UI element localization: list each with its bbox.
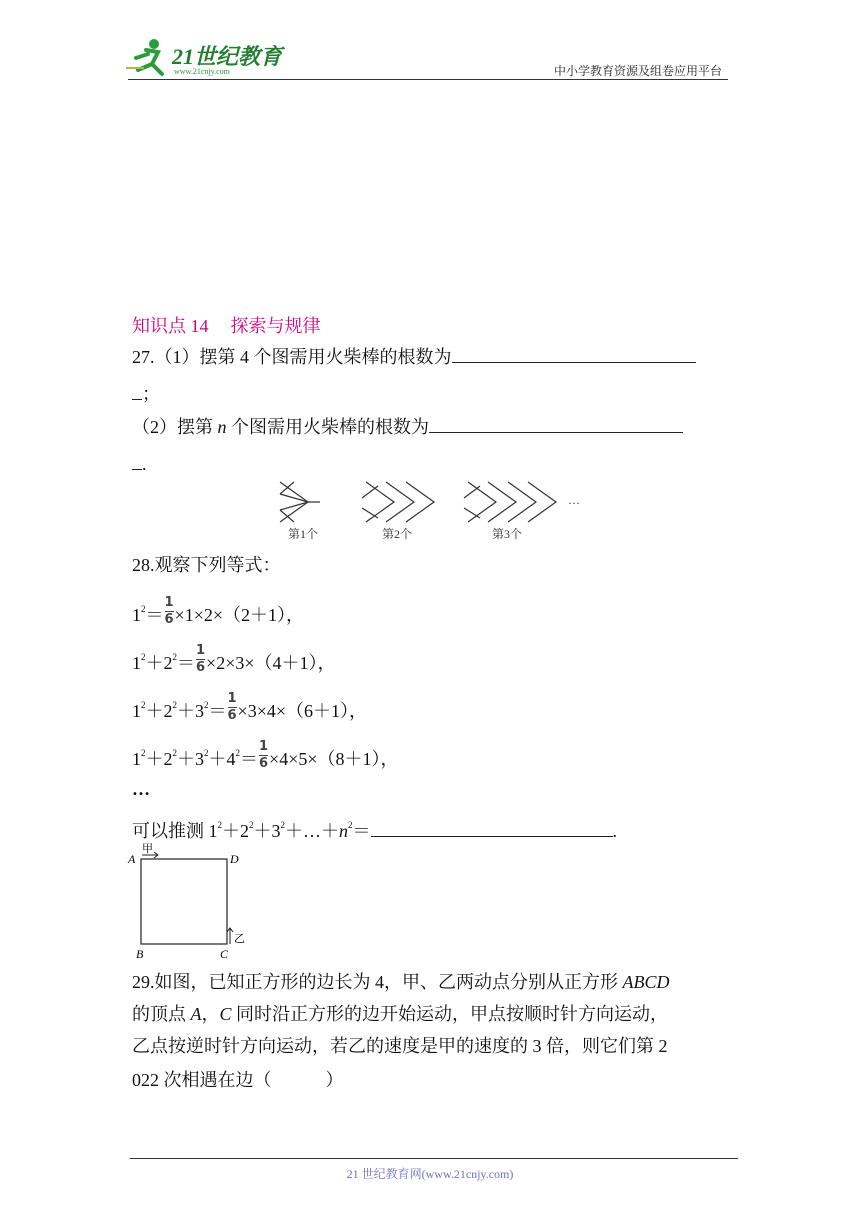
vertex-a: A [128, 852, 136, 866]
label-jia: 甲 [142, 843, 153, 855]
logo-text: 21世纪教育 [172, 44, 283, 69]
figure-ellipsis: … [568, 493, 580, 507]
q29-line4: 022 次相遇在边（ ） [132, 1070, 344, 1090]
section-heading [132, 312, 321, 338]
answer-blank-27-1[interactable] [452, 344, 696, 363]
vertex-c: C [220, 947, 229, 961]
q27-part2-end: . [142, 454, 147, 474]
answer-blank-27-2[interactable] [429, 414, 683, 433]
square-figure [126, 842, 256, 964]
header-divider [128, 79, 728, 80]
section-topic: 探索与规律 [230, 316, 321, 336]
label-yi: 乙 [234, 933, 245, 945]
q27-part2-text-b: 个图需用火柴棒的根数为 [226, 417, 429, 437]
var-n: n [217, 417, 227, 437]
q28-equation-4: $1^2+2^2+3^2+4^2=\frac{1}{6}\times 4\times 5\times(8+1)$， [132, 739, 399, 772]
answer-blank-28[interactable] [371, 818, 613, 837]
footer-text: 21 世纪教育网(www.21cnjy.com) [346, 1167, 514, 1181]
matchstick-pattern-2 [362, 482, 434, 522]
q27-part1 [132, 344, 696, 370]
q28-equation-2: $1^2+2^2=\frac{1}{6}\times 2\times 3\times(4+1)$， [132, 643, 336, 676]
vertex-b: B [136, 947, 144, 961]
q27-part1-text: 27.（1）摆第 4 个图需用火柴棒的根数为 [132, 347, 452, 367]
q29-line3: 乙点按逆时针方向运动，若乙的速度是甲的速度的 3 倍，则它们第 2 [132, 1036, 668, 1056]
fraction-one-sixth: $\frac{1}{6}$ [164, 595, 174, 628]
figure-label-2: 第2个 [382, 527, 413, 541]
platform-tagline: 中小学教育资源及组卷应用平台 [553, 64, 722, 78]
fraction-one-sixth: $\frac{1}{6}$ [227, 691, 237, 724]
q27-part1-end: ； [142, 384, 160, 404]
q28-conclusion: 可以推测 $1^2+2^2+3^2+\dots+n^2=$ . [132, 820, 617, 841]
square-abcd [141, 859, 227, 944]
footer-divider [130, 1158, 738, 1159]
matchstick-pattern-1 [280, 482, 320, 522]
q27-part2-tail [132, 451, 147, 477]
q27-part2-text-a: （2）摆第 [132, 417, 218, 437]
matchstick-figure [270, 474, 600, 544]
q28-equation-3: $1^2+2^2+3^2=\frac{1}{6}\times 3\times 4\times(6+1)$， [132, 691, 368, 724]
logo-url: www.21cnjy.com [174, 67, 230, 76]
q29-line1: 29.如图，已知正方形的边长为 4，甲、乙两动点分别从正方形 ABCD [132, 972, 670, 992]
vertex-d: D [230, 852, 239, 866]
answer-blank-27-2-tail[interactable] [132, 451, 142, 470]
q29-line2: 的顶点 A，C 同时沿正方形的边开始运动，甲点按顺时针方向运动， [132, 1004, 669, 1024]
site-logo [124, 34, 294, 78]
figure-label-1: 第1个 [288, 527, 319, 541]
section-label: 知识点 14 [132, 316, 209, 336]
figure-label-3: 第3个 [492, 527, 523, 541]
fraction-one-sixth: $\frac{1}{6}$ [259, 739, 269, 772]
q28-dots: … [132, 779, 150, 799]
q27-part1-tail [132, 381, 160, 407]
runner-icon [126, 39, 162, 74]
arrow-up-icon [227, 928, 233, 944]
answer-blank-27-1-tail[interactable] [132, 381, 142, 400]
q28-equation-1: $1^2=\frac{1}{6}\times 1\times 2\times(2+1)$， [132, 595, 305, 628]
q28-intro: 28.观察下列等式： [132, 555, 281, 575]
matchstick-pattern-3 [464, 482, 556, 522]
q27-part2 [132, 414, 683, 440]
fraction-one-sixth: $\frac{1}{6}$ [196, 643, 206, 676]
